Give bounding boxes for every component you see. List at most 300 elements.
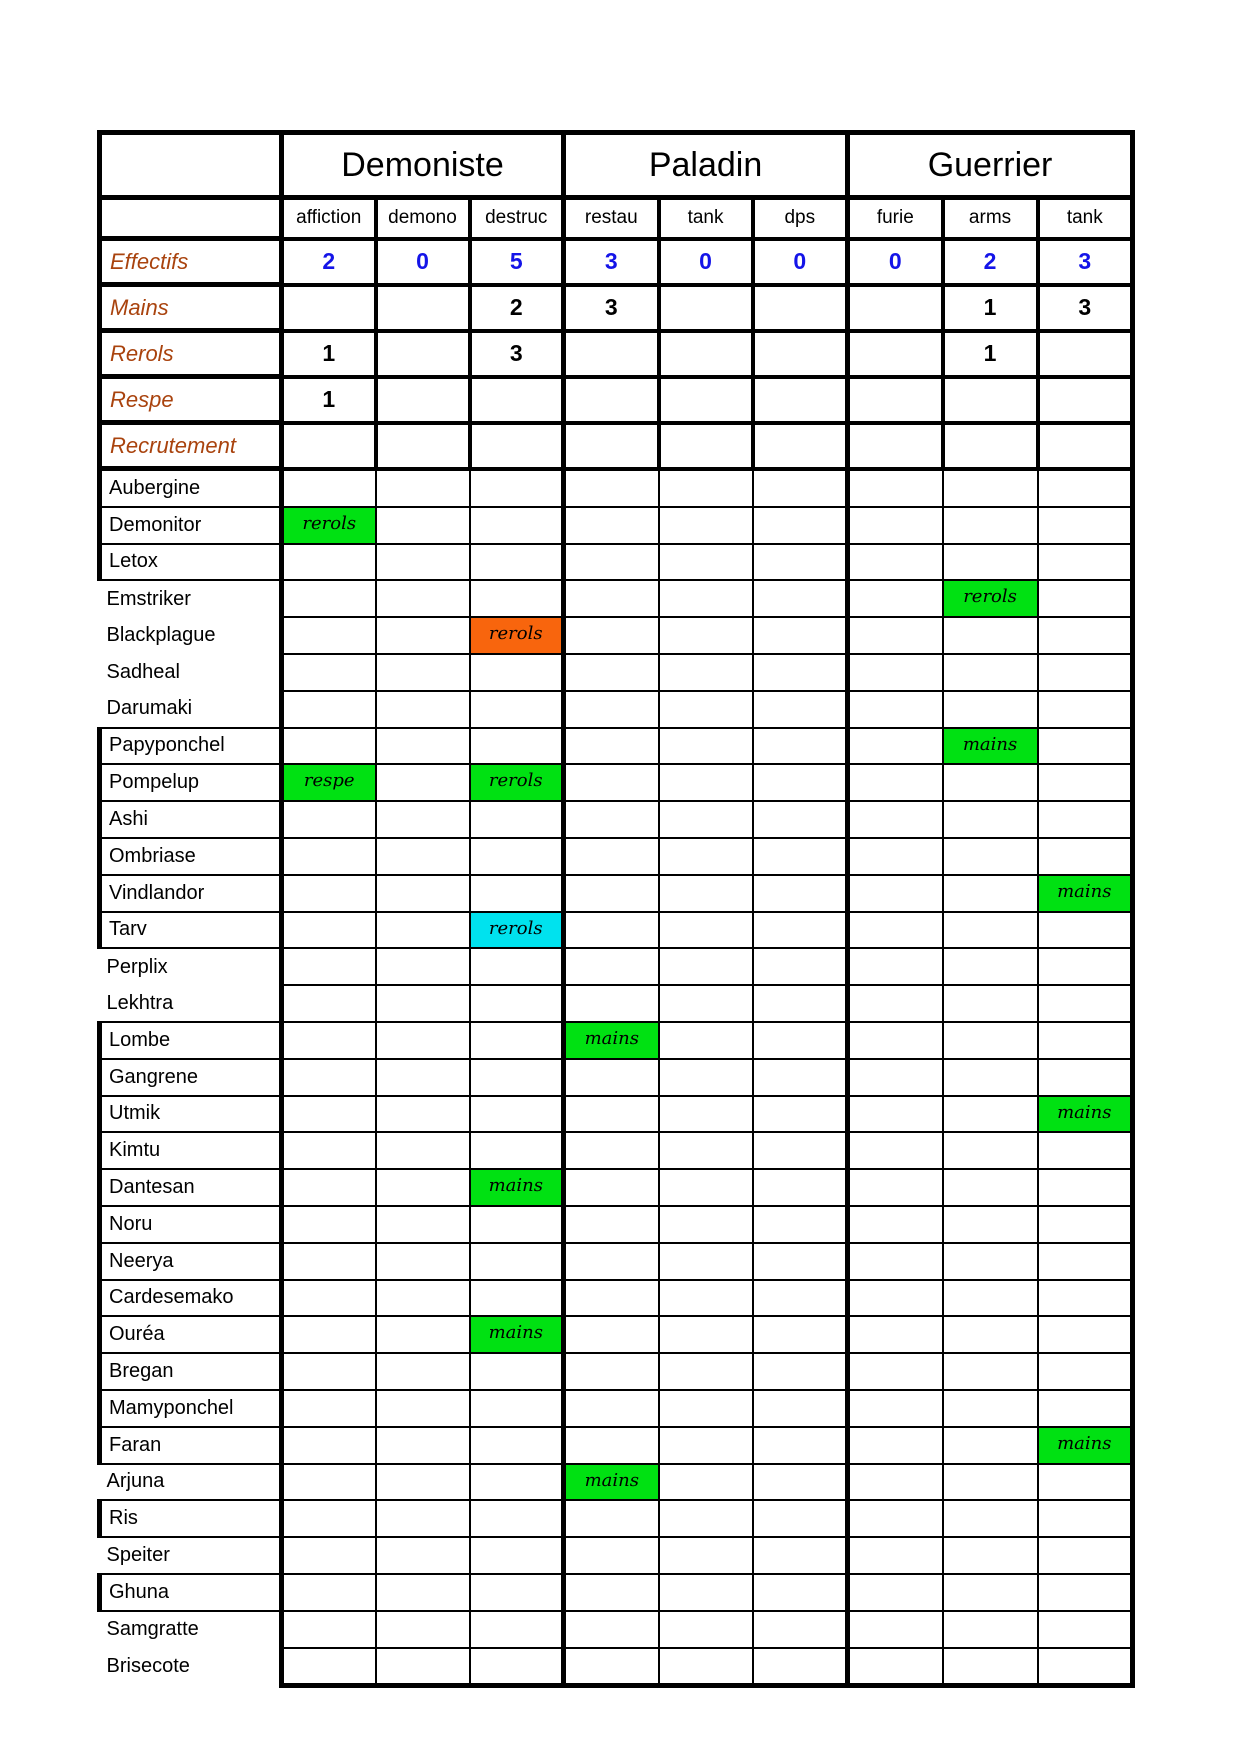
- roster-cell: [564, 1500, 659, 1537]
- roster-cell: [943, 1022, 1038, 1059]
- stat-value: 1: [282, 331, 376, 377]
- roster-cell: [1038, 1206, 1133, 1243]
- roster-cell: [943, 728, 1038, 765]
- roster-cell: [376, 1206, 470, 1243]
- stat-value: 1: [943, 331, 1038, 377]
- stat-value: 3: [1038, 285, 1133, 331]
- roster-cell: [753, 1648, 848, 1686]
- member-row: [100, 1537, 1133, 1574]
- roster-cell: [470, 764, 564, 801]
- roster-cell: [470, 1353, 564, 1390]
- roster-cell: [1038, 1611, 1133, 1648]
- roster-cell: [470, 912, 564, 949]
- roster-cell: [564, 1353, 659, 1390]
- roster-cell: [848, 728, 943, 765]
- stat-value: [376, 331, 470, 377]
- stat-value: [753, 331, 848, 377]
- stat-value: [1038, 377, 1133, 423]
- stat-value: 0: [659, 239, 753, 285]
- roster-cell: [282, 617, 376, 654]
- member-row: [100, 875, 1133, 912]
- roster-cell: [1038, 875, 1133, 912]
- roster-cell: [282, 764, 376, 801]
- roster-cell: [943, 1574, 1038, 1611]
- roster-cell: [943, 912, 1038, 949]
- roster-cell: [282, 1022, 376, 1059]
- roster-cell: [659, 1353, 753, 1390]
- roster-cell: [848, 1316, 943, 1353]
- member-name: Vindlandor: [100, 875, 282, 912]
- stat-value: [376, 377, 470, 423]
- roster-cell: [282, 654, 376, 691]
- roster-cell: [282, 1206, 376, 1243]
- roster-cell: [282, 507, 376, 544]
- roster-cell: [659, 580, 753, 617]
- roster-cell: [470, 1096, 564, 1133]
- roster-cell: [848, 912, 943, 949]
- roster-cell: [753, 580, 848, 617]
- roster-cell: [282, 1611, 376, 1648]
- stat-value: 3: [1038, 239, 1133, 285]
- roster-cell: [470, 617, 564, 654]
- class-header-paladin: Paladin: [564, 133, 848, 198]
- stat-value: 3: [564, 239, 659, 285]
- roster-cell: [659, 838, 753, 875]
- assignment-badge: mains: [944, 729, 1037, 764]
- member-name: Dantesan: [100, 1169, 282, 1206]
- member-name: Mamyponchel: [100, 1390, 282, 1427]
- roster-cell: [753, 1353, 848, 1390]
- roster-cell: [1038, 1169, 1133, 1206]
- roster-cell: [753, 1132, 848, 1169]
- roster-cell: [753, 1059, 848, 1096]
- roster-cell: [282, 1390, 376, 1427]
- roster-cell: [659, 875, 753, 912]
- stat-value: [376, 423, 470, 469]
- roster-cell: [659, 1464, 753, 1501]
- roster-cell: [564, 1243, 659, 1280]
- roster-cell: [282, 728, 376, 765]
- roster-cell: [943, 1059, 1038, 1096]
- member-row: [100, 1280, 1133, 1317]
- roster-cell: [282, 1169, 376, 1206]
- roster-cell: [376, 1316, 470, 1353]
- roster-cell: [848, 801, 943, 838]
- stat-value: [564, 377, 659, 423]
- roster-cell: [943, 838, 1038, 875]
- roster-cell: [943, 1464, 1038, 1501]
- stat-value: 1: [282, 377, 376, 423]
- member-name: Letox: [100, 544, 282, 581]
- roster-cell: [470, 948, 564, 985]
- roster-cell: [376, 985, 470, 1022]
- corner-cell: [100, 133, 282, 198]
- roster-cell: [376, 617, 470, 654]
- roster-cell: [470, 1574, 564, 1611]
- stat-label-effectifs: Effectifs: [100, 239, 282, 285]
- roster-cell: [943, 875, 1038, 912]
- roster-cell: [564, 1022, 659, 1059]
- member-row: [100, 1206, 1133, 1243]
- stat-value: 2: [943, 239, 1038, 285]
- roster-cell: [659, 1648, 753, 1686]
- assignment-badge: rerols: [471, 618, 562, 653]
- roster-cell: [848, 1280, 943, 1317]
- member-row: [100, 469, 1133, 507]
- roster-cell: [659, 1574, 753, 1611]
- stat-value: 3: [470, 331, 564, 377]
- roster-cell: [470, 1390, 564, 1427]
- roster-cell: [282, 838, 376, 875]
- class-header-guerrier: Guerrier: [848, 133, 1133, 198]
- roster-cell: [943, 580, 1038, 617]
- roster-cell: [753, 985, 848, 1022]
- member-row: [100, 1243, 1133, 1280]
- roster-cell: [659, 1132, 753, 1169]
- roster-cell: [943, 1353, 1038, 1390]
- roster-cell: [848, 469, 943, 507]
- roster-cell: [1038, 801, 1133, 838]
- member-name: Aubergine: [100, 469, 282, 507]
- roster-cell: [470, 1059, 564, 1096]
- stat-value: [470, 423, 564, 469]
- member-name: Speiter: [100, 1537, 282, 1574]
- member-row: [100, 1611, 1133, 1648]
- roster-cell: [659, 728, 753, 765]
- roster-cell: [470, 691, 564, 728]
- roster-cell: [564, 948, 659, 985]
- roster-cell: [753, 1574, 848, 1611]
- roster-cell: [943, 1390, 1038, 1427]
- roster-cell: [848, 1500, 943, 1537]
- roster-cell: [376, 544, 470, 581]
- roster-cell: [564, 728, 659, 765]
- roster-cell: [1038, 469, 1133, 507]
- roster-cell: [564, 1132, 659, 1169]
- roster-cell: [376, 654, 470, 691]
- roster-cell: [376, 691, 470, 728]
- roster-cell: [1038, 1537, 1133, 1574]
- member-name: Lekhtra: [100, 985, 282, 1022]
- roster-cell: [943, 1648, 1038, 1686]
- roster-cell: [564, 1206, 659, 1243]
- roster-cell: [659, 1316, 753, 1353]
- roster-cell: [470, 1132, 564, 1169]
- roster-cell: [282, 1280, 376, 1317]
- stat-value: 0: [376, 239, 470, 285]
- stat-value: [282, 423, 376, 469]
- roster-cell: [943, 1096, 1038, 1133]
- roster-cell: [943, 691, 1038, 728]
- roster-cell: [848, 1206, 943, 1243]
- roster-cell: [943, 654, 1038, 691]
- roster-cell: [470, 1611, 564, 1648]
- stat-value: 0: [753, 239, 848, 285]
- roster-cell: [282, 875, 376, 912]
- roster-cell: [470, 1464, 564, 1501]
- roster-cell: [943, 1537, 1038, 1574]
- stat-row: [100, 239, 1133, 285]
- roster-cell: [564, 507, 659, 544]
- roster-cell: [376, 1353, 470, 1390]
- roster-cell: [564, 1648, 659, 1686]
- roster-cell: [943, 617, 1038, 654]
- roster-cell: [376, 580, 470, 617]
- roster-cell: [564, 1280, 659, 1317]
- stat-value: [659, 423, 753, 469]
- roster-cell: [282, 1096, 376, 1133]
- member-name: Sadheal: [100, 654, 282, 691]
- member-row: [100, 544, 1133, 581]
- roster-cell: [659, 691, 753, 728]
- assignment-badge: rerols: [471, 765, 562, 800]
- roster-cell: [659, 1390, 753, 1427]
- stat-value: [943, 423, 1038, 469]
- member-row: [100, 1648, 1133, 1686]
- class-header-demoniste: Demoniste: [282, 133, 564, 198]
- roster-cell: [1038, 1353, 1133, 1390]
- roster-cell: [659, 948, 753, 985]
- roster-cell: [564, 1059, 659, 1096]
- member-name: Papyponchel: [100, 728, 282, 765]
- roster-cell: [659, 654, 753, 691]
- roster-cell: [376, 1574, 470, 1611]
- member-name: Demonitor: [100, 507, 282, 544]
- member-name: Gangrene: [100, 1059, 282, 1096]
- roster-cell: [848, 985, 943, 1022]
- roster-cell: [376, 1132, 470, 1169]
- roster-cell: [470, 469, 564, 507]
- roster-cell: [753, 875, 848, 912]
- member-row: [100, 1427, 1133, 1464]
- member-name: Perplix: [100, 948, 282, 985]
- assignment-badge: mains: [1039, 876, 1131, 911]
- roster-cell: [282, 691, 376, 728]
- stat-value: [1038, 331, 1133, 377]
- roster-cell: [282, 1500, 376, 1537]
- roster-cell: [282, 1574, 376, 1611]
- roster-cell: [753, 691, 848, 728]
- stat-row: [100, 377, 1133, 423]
- roster-cell: [470, 1022, 564, 1059]
- member-name: Brisecote: [100, 1648, 282, 1686]
- member-row: [100, 691, 1133, 728]
- roster-cell: [943, 948, 1038, 985]
- roster-cell: [848, 1022, 943, 1059]
- roster-cell: [1038, 838, 1133, 875]
- roster-cell: [470, 875, 564, 912]
- assignment-badge: mains: [566, 1465, 658, 1500]
- roster-cell: [470, 544, 564, 581]
- roster-table: [97, 130, 1135, 1688]
- roster-cell: [659, 1169, 753, 1206]
- member-row: [100, 1464, 1133, 1501]
- roster-cell: [659, 1427, 753, 1464]
- stat-value: [1038, 423, 1133, 469]
- roster-cell: [943, 1169, 1038, 1206]
- spec-header-demoniste-destruc: destruc: [470, 198, 564, 239]
- spec-header-guerrier-arms: arms: [943, 198, 1038, 239]
- roster-cell: [659, 1537, 753, 1574]
- member-row: [100, 985, 1133, 1022]
- roster-cell: [376, 507, 470, 544]
- roster-cell: [1038, 1427, 1133, 1464]
- stat-value: [470, 377, 564, 423]
- roster-cell: [753, 617, 848, 654]
- roster-cell: [470, 801, 564, 838]
- member-name: Ashi: [100, 801, 282, 838]
- roster-cell: [1038, 617, 1133, 654]
- assignment-badge: mains: [471, 1170, 562, 1205]
- roster-cell: [1038, 1574, 1133, 1611]
- roster-cell: [848, 544, 943, 581]
- roster-cell: [943, 1132, 1038, 1169]
- roster-cell: [753, 1537, 848, 1574]
- roster-cell: [848, 1574, 943, 1611]
- roster-cell: [282, 1353, 376, 1390]
- roster-cell: [943, 1316, 1038, 1353]
- stat-value: [659, 377, 753, 423]
- member-row: [100, 507, 1133, 544]
- roster-cell: [376, 728, 470, 765]
- roster-cell: [376, 469, 470, 507]
- member-name: Ombriase: [100, 838, 282, 875]
- roster-cell: [564, 1464, 659, 1501]
- roster-cell: [282, 1132, 376, 1169]
- roster-cell: [1038, 1648, 1133, 1686]
- roster-cell: [564, 801, 659, 838]
- stat-value: 3: [564, 285, 659, 331]
- assignment-badge: rerols: [471, 913, 562, 948]
- member-row: [100, 1022, 1133, 1059]
- spec-header-paladin-restau: restau: [564, 198, 659, 239]
- roster-cell: [564, 912, 659, 949]
- roster-cell: [659, 764, 753, 801]
- member-name: Noru: [100, 1206, 282, 1243]
- stat-value: [753, 423, 848, 469]
- spec-header-paladin-tank: tank: [659, 198, 753, 239]
- member-name: Ghuna: [100, 1574, 282, 1611]
- roster-cell: [282, 1059, 376, 1096]
- stat-value: 0: [848, 239, 943, 285]
- roster-cell: [659, 469, 753, 507]
- roster-cell: [564, 1316, 659, 1353]
- roster-cell: [753, 1390, 848, 1427]
- roster-cell: [848, 691, 943, 728]
- member-name: Ris: [100, 1500, 282, 1537]
- member-row: [100, 1390, 1133, 1427]
- roster-cell: [848, 1059, 943, 1096]
- roster-cell: [470, 507, 564, 544]
- member-name: Cardesemako: [100, 1280, 282, 1317]
- member-row: [100, 838, 1133, 875]
- roster-cell: [943, 1611, 1038, 1648]
- roster-cell: [943, 1427, 1038, 1464]
- roster-cell: [564, 1390, 659, 1427]
- roster-cell: [564, 1169, 659, 1206]
- roster-cell: [753, 838, 848, 875]
- roster-cell: [753, 1169, 848, 1206]
- stat-value: [659, 331, 753, 377]
- stat-value: [282, 285, 376, 331]
- roster-cell: [753, 948, 848, 985]
- roster-cell: [753, 1316, 848, 1353]
- member-name: Emstriker: [100, 580, 282, 617]
- roster-cell: [564, 1611, 659, 1648]
- roster-cell: [848, 1464, 943, 1501]
- roster-cell: [753, 1022, 848, 1059]
- assignment-badge: mains: [1039, 1097, 1131, 1132]
- roster-cell: [1038, 912, 1133, 949]
- roster-cell: [848, 1243, 943, 1280]
- stat-row: [100, 285, 1133, 331]
- stat-value: 2: [282, 239, 376, 285]
- roster-cell: [1038, 1280, 1133, 1317]
- roster-cell: [943, 1206, 1038, 1243]
- roster-cell: [753, 801, 848, 838]
- member-name: Pompelup: [100, 764, 282, 801]
- stat-value: 5: [470, 239, 564, 285]
- member-name: Blackplague: [100, 617, 282, 654]
- roster-cell: [848, 1353, 943, 1390]
- corner-cell-2: [100, 198, 282, 239]
- roster-cell: [659, 1096, 753, 1133]
- stat-label-respe: Respe: [100, 377, 282, 423]
- roster-cell: [470, 654, 564, 691]
- roster-cell: [470, 1648, 564, 1686]
- assignment-badge: rerols: [284, 508, 375, 543]
- roster-cell: [282, 1464, 376, 1501]
- spec-header-guerrier-tank: tank: [1038, 198, 1133, 239]
- roster-cell: [753, 507, 848, 544]
- roster-cell: [282, 1427, 376, 1464]
- roster-cell: [848, 764, 943, 801]
- roster-cell: [564, 691, 659, 728]
- roster-cell: [470, 1316, 564, 1353]
- roster-cell: [659, 617, 753, 654]
- spec-header-guerrier-furie: furie: [848, 198, 943, 239]
- roster-cell: [659, 1022, 753, 1059]
- roster-cell: [376, 838, 470, 875]
- member-row: [100, 1059, 1133, 1096]
- roster-cell: [848, 1390, 943, 1427]
- roster-cell: [564, 838, 659, 875]
- roster-cell: [376, 801, 470, 838]
- stat-value: [943, 377, 1038, 423]
- roster-cell: [659, 1243, 753, 1280]
- roster-cell: [753, 1096, 848, 1133]
- roster-cell: [1038, 1243, 1133, 1280]
- roster-cell: [943, 764, 1038, 801]
- stat-value: [848, 331, 943, 377]
- roster-cell: [282, 948, 376, 985]
- roster-cell: [848, 1611, 943, 1648]
- roster-cell: [376, 1537, 470, 1574]
- roster-cell: [1038, 1022, 1133, 1059]
- roster-cell: [753, 1243, 848, 1280]
- roster-cell: [282, 1316, 376, 1353]
- roster-cell: [470, 985, 564, 1022]
- roster-cell: [848, 875, 943, 912]
- roster-cell: [376, 764, 470, 801]
- roster-cell: [1038, 691, 1133, 728]
- roster-cell: [1038, 948, 1133, 985]
- roster-cell: [848, 1132, 943, 1169]
- member-row: [100, 948, 1133, 985]
- member-row: [100, 1169, 1133, 1206]
- roster-cell: [1038, 507, 1133, 544]
- roster-cell: [564, 1427, 659, 1464]
